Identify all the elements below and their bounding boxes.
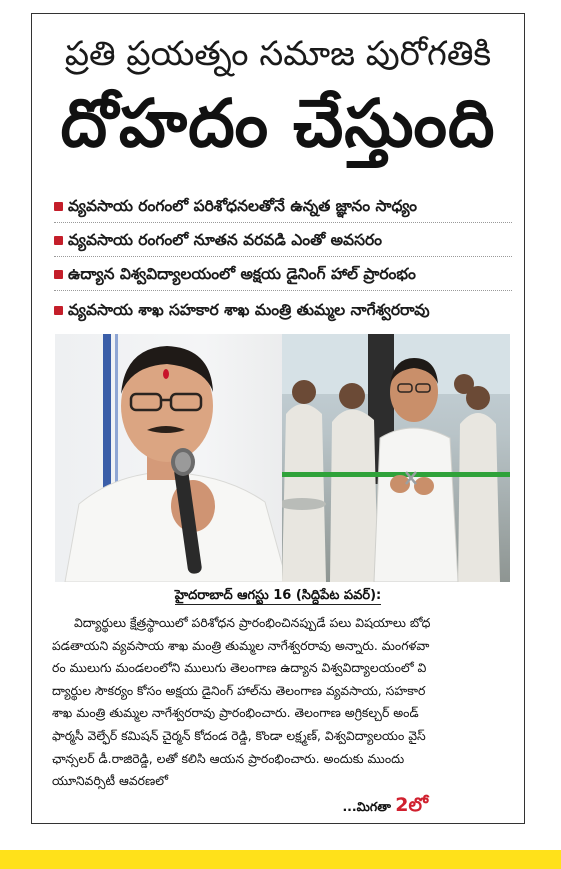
- subhead-4: వ్యవసాయ శాఖ సహకార శాఖ మంత్రి తుమ్మల నాగేశ్వరరావు: [54, 296, 514, 324]
- body-line: పడతాయని వ్యవసాయ శాఖ మంత్రి తుమ్మల నాగేశ్వరరావు అన్నారు. మంగళవా: [52, 637, 430, 653]
- subhead-3: ఉద్యాన విశ్వవిద్యాలయంలో అక్షయ డైనింగ్ హాల్ ప్రారంభం: [54, 260, 514, 288]
- body-line: ఛాన్సలర్ డీ.రాజిరెడ్డి, లతో కలిసి ఆయన ప్రారంభించారు. అందుకు ముందు: [52, 750, 405, 766]
- body-line: శాఖ మంత్రి తుమ్మల నాగేశ్వరరావు ప్రారంభించారు. తెలంగాణ అగ్రికల్చర్ అండ్: [52, 705, 419, 721]
- kicker-headline: ప్రతి ప్రయత్నం సమాజ పురోగతికి: [64, 34, 492, 74]
- subhead-divider: [54, 256, 512, 257]
- photo-minister-speaking: [55, 334, 303, 582]
- continued-note: [342, 794, 428, 821]
- main-headline: దోహదం చేస్తుంది: [60, 85, 496, 162]
- subhead-1: వ్యవసాయ రంగంలో పరిశోధనలతోనే ఉన్నత జ్ఞానం సాధ్యం: [54, 192, 514, 220]
- bullet-icon: [54, 202, 63, 211]
- body-line: విద్యార్థులు క్షేత్రస్థాయిలో పరిశోధన ప్రారంభించినప్పుడే పలు విషయాలు బోధ: [74, 615, 431, 630]
- body-line: రం ములుగు మండలంలోని ములుగు తెలంగాణ ఉద్యాన విశ్వవిద్యాలయంలో వి: [52, 660, 427, 676]
- bottom-color-band: [0, 850, 561, 869]
- bullet-icon: [54, 306, 63, 315]
- body-line: యూనివర్సిటీ ఆవరణలో: [52, 773, 168, 789]
- body-line: ద్యార్థుల సౌకర్యం కోసం అక్షయ డైనింగ్ హాల్‌ను తెలంగాణ వ్యవసాయ, సహకార: [52, 682, 426, 698]
- ribbon-cutting-illustration: [282, 334, 510, 582]
- photo-ribbon-cutting: [282, 334, 510, 582]
- continued-page: 2లో: [395, 794, 428, 816]
- bullet-icon: [54, 270, 63, 279]
- subhead-divider: [54, 222, 512, 223]
- subhead-2: వ్యవసాయ రంగంలో నూతన వరవడి ఎంతో అవసరం: [54, 226, 514, 254]
- bullet-icon: [54, 236, 63, 245]
- subhead-divider: [54, 290, 512, 291]
- body-line: ఫార్మసీ వెల్ఫేర్ కమిషన్ చైర్మన్ కోదండ రెడ్డి, కొండా లక్ష్మణ్, విశ్వవిద్యాలయం వైస్: [52, 727, 426, 743]
- minister-speaking-illustration: [55, 334, 303, 582]
- continued-label: ...మిగతా: [342, 799, 391, 814]
- dateline: హైదరాబాద్ ఆగస్టు 16 (సిద్దిపేట పవర్):: [174, 588, 382, 603]
- news-clipping: [31, 13, 525, 824]
- article-body: [52, 612, 512, 793]
